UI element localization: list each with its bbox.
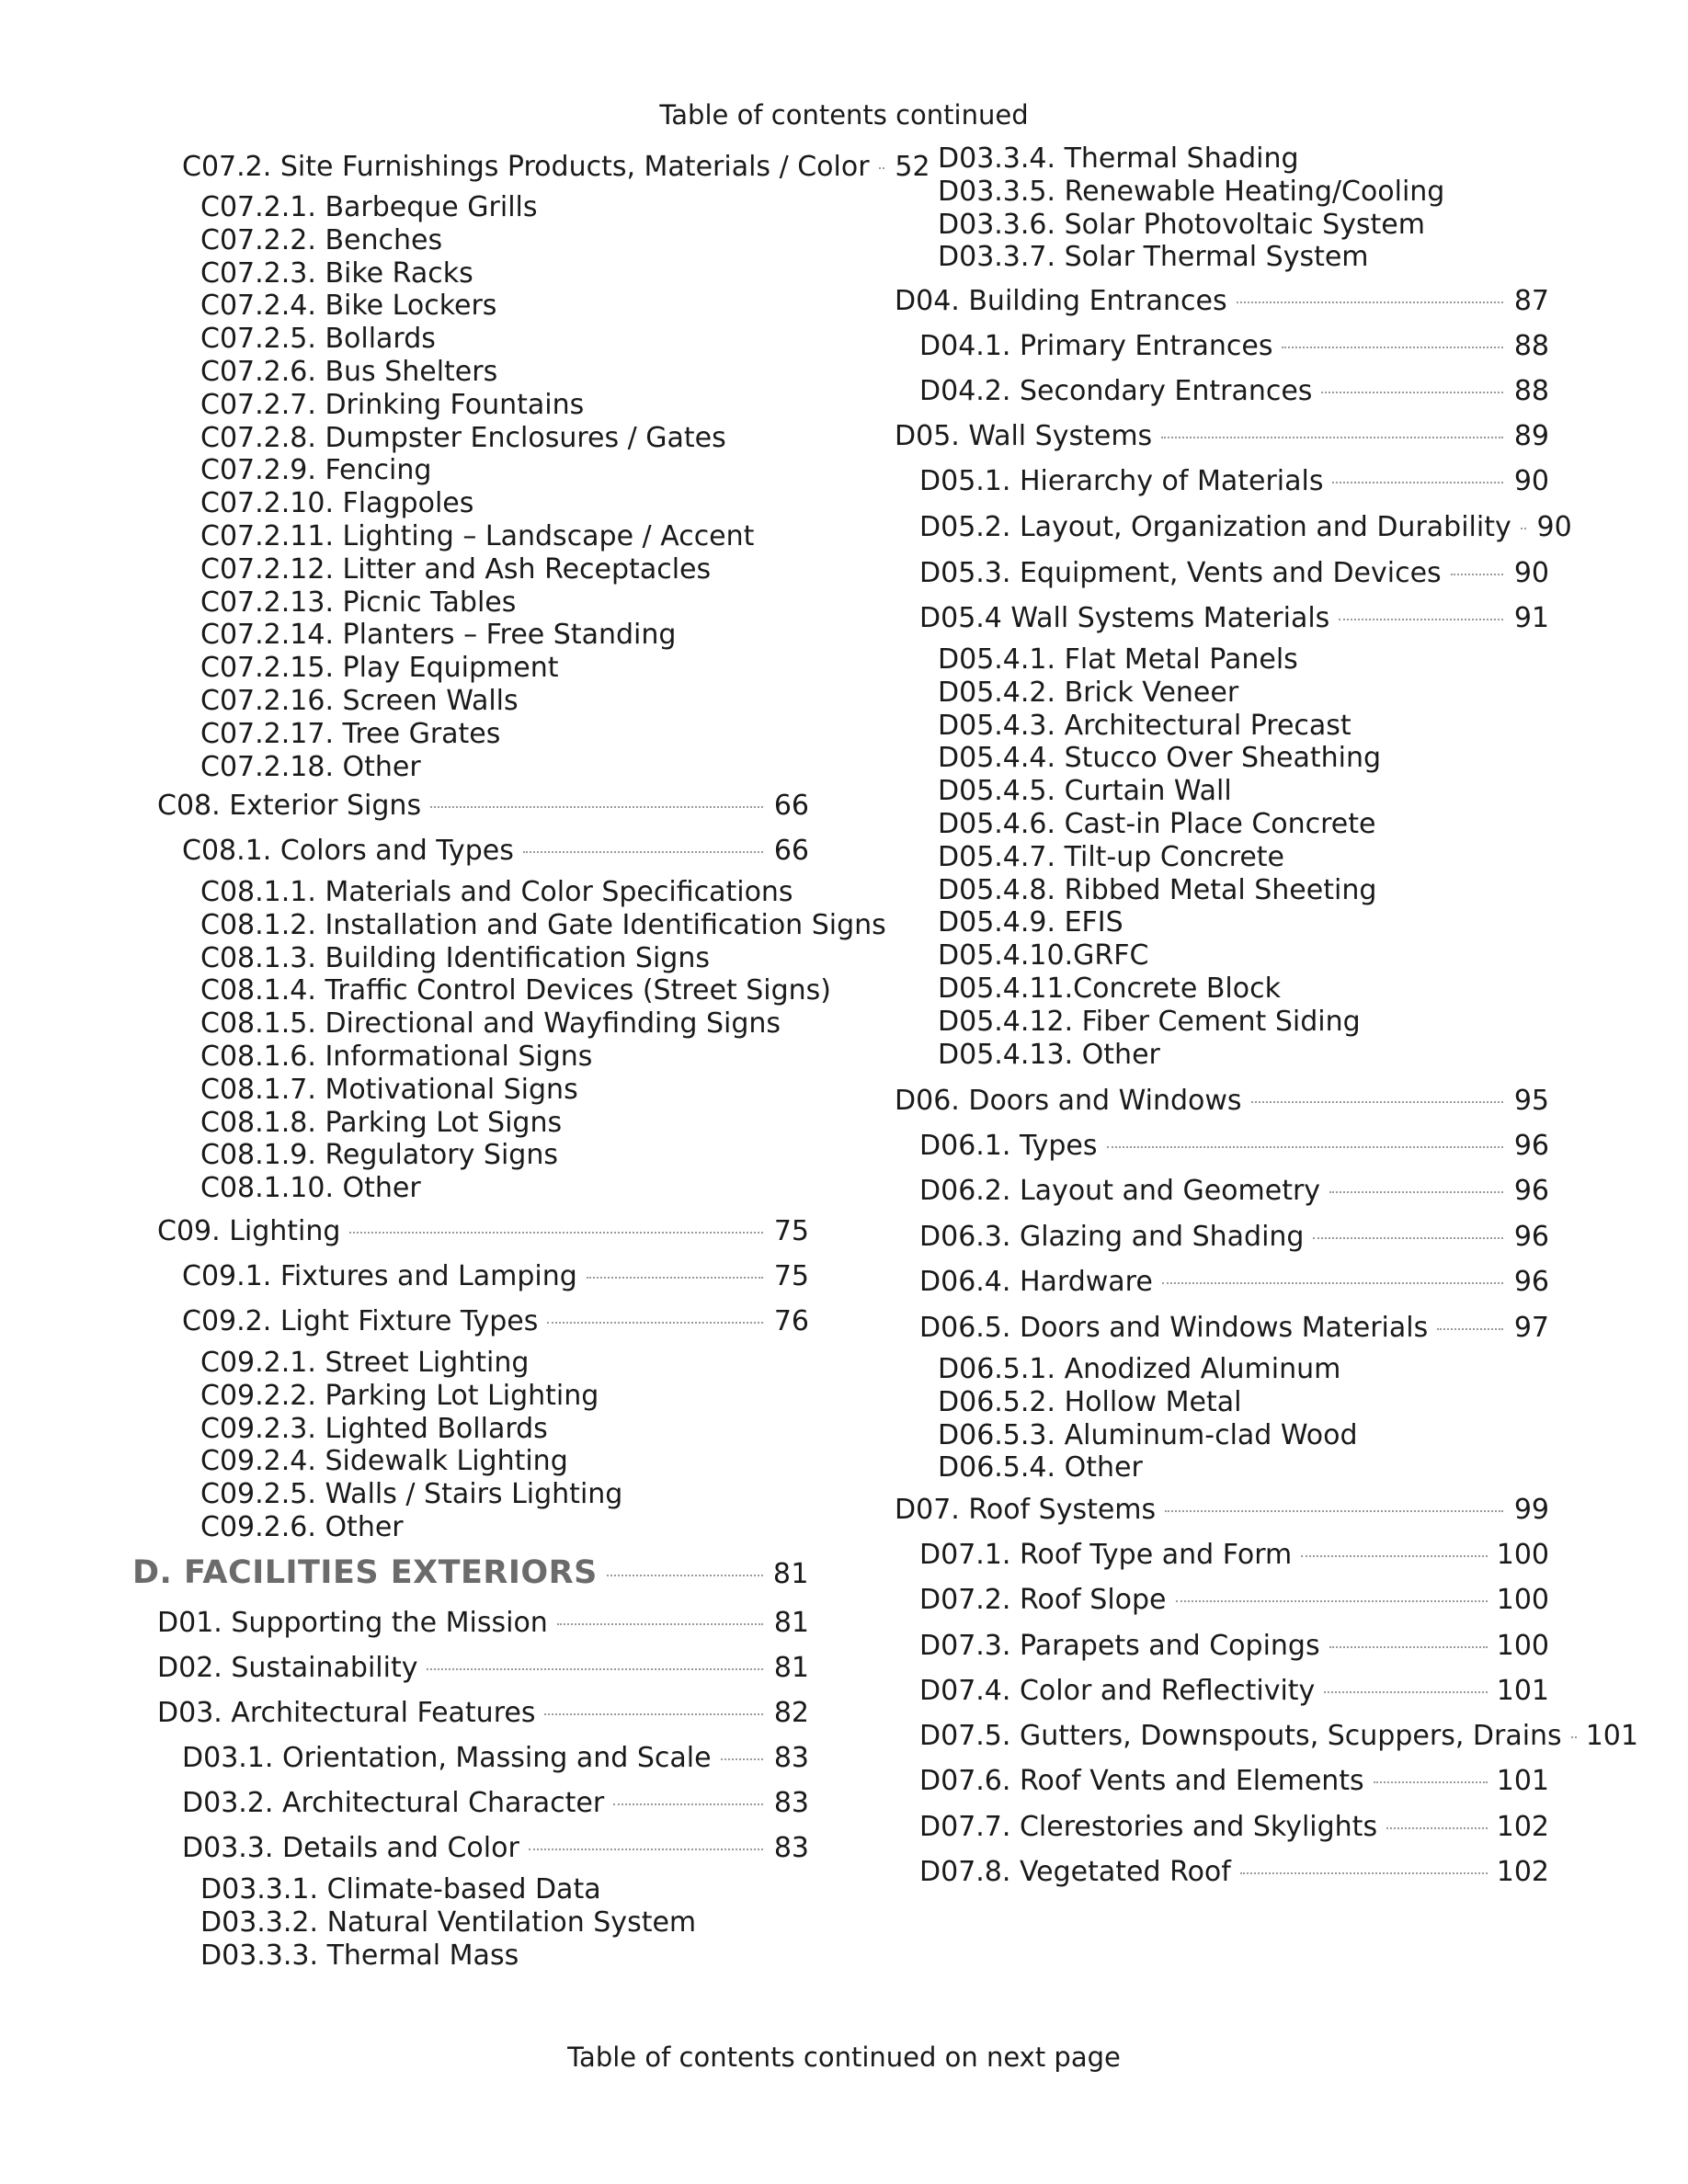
dot-leader (1176, 1600, 1488, 1602)
toc-entry-page: 97 (1513, 1312, 1549, 1344)
toc-subentry-d054-10[interactable]: D05.4.10.GRFC (938, 939, 1149, 973)
toc-subentry-c072-8[interactable]: C07.2.8. Dumpster Enclosures / Gates (200, 421, 726, 454)
toc-subentry-d054-3[interactable]: D05.4.3. Architectural Precast (938, 709, 1352, 742)
toc-entry-title: D06. Doors and Windows (895, 1085, 1242, 1117)
toc-entry-page: 75 (773, 1260, 809, 1292)
toc-entry-d052[interactable] (919, 509, 1572, 546)
toc-entry-d075[interactable] (919, 1718, 1638, 1755)
toc-entry-c08[interactable] (157, 788, 809, 825)
toc-entry-page: 82 (773, 1697, 809, 1729)
dot-leader (879, 167, 884, 169)
toc-entry-title: D04. Building Entrances (895, 285, 1227, 317)
toc-entry-d063[interactable] (919, 1219, 1549, 1256)
dot-leader (1251, 1101, 1503, 1103)
dot-leader (1329, 1646, 1488, 1648)
dot-leader (721, 1758, 763, 1760)
toc-entry-page: 96 (1513, 1130, 1549, 1162)
toc-entry-c09[interactable] (157, 1213, 809, 1250)
dot-leader (1301, 1555, 1487, 1557)
toc-entry-page: 89 (1513, 420, 1549, 452)
toc-entry-title: D07.1. Roof Type and Form (919, 1539, 1293, 1571)
toc-subentry-d033-cont-3[interactable]: D03.3.6. Solar Photovoltaic System (938, 208, 1425, 241)
toc-entry-title: D03.3. Details and Color (182, 1832, 519, 1864)
toc-subentry-c081-10[interactable]: C08.1.10. Other (200, 1172, 421, 1205)
dot-leader (1451, 574, 1503, 575)
toc-entry-title: D05.1. Hierarchy of Materials (919, 465, 1324, 497)
toc-entry-c091[interactable] (182, 1258, 809, 1295)
toc-entry-title: D06.1. Types (919, 1130, 1098, 1162)
dot-leader (1161, 437, 1503, 438)
dot-leader (1374, 1781, 1488, 1783)
toc-entry-title: D03. Architectural Features (157, 1697, 536, 1729)
toc-entry-page: 75 (773, 1215, 809, 1247)
toc-entry-d04[interactable] (895, 283, 1549, 320)
dot-leader (1240, 1872, 1488, 1874)
toc-entry-title: D01. Supporting the Mission (157, 1607, 548, 1639)
toc-subentry-c072-16[interactable]: C07.2.16. Screen Walls (200, 685, 519, 717)
toc-entry-d[interactable] (132, 1554, 809, 1593)
toc-entry-title: D06.4. Hardware (919, 1266, 1153, 1298)
toc-entry-page: 101 (1496, 1765, 1549, 1797)
toc-entry-d071[interactable] (919, 1537, 1549, 1574)
toc-subentry-c092-1[interactable]: C09.2.1. Street Lighting (200, 1347, 530, 1379)
toc-entry-d06[interactable] (895, 1083, 1549, 1120)
toc-subentry-d054-6[interactable]: D05.4.6. Cast-in Place Concrete (938, 808, 1376, 840)
dot-leader (1165, 1510, 1503, 1512)
dot-leader (430, 806, 763, 808)
dot-leader (1107, 1146, 1503, 1148)
toc-entry-c081[interactable] (182, 833, 809, 870)
toc-entry-d064[interactable] (919, 1264, 1549, 1301)
toc-entry-page: 99 (1513, 1494, 1549, 1526)
dot-leader (607, 1575, 763, 1576)
toc-entry-title: D07.4. Color and Reflectivity (919, 1675, 1316, 1707)
toc-entry-title: D. FACILITIES EXTERIORS (132, 1554, 598, 1591)
toc-subentry-d054-1[interactable]: D05.4.1. Flat Metal Panels (938, 643, 1298, 676)
toc-subentry-c072-1[interactable]: C07.2.1. Barbeque Grills (200, 191, 538, 223)
toc-entry-d078[interactable] (919, 1854, 1549, 1891)
dot-leader (1282, 347, 1503, 348)
toc-entry-d062[interactable] (919, 1173, 1549, 1210)
toc-entry-page: 76 (773, 1305, 809, 1337)
toc-subentry-d065-2[interactable]: D06.5.2. Hollow Metal (938, 1385, 1242, 1418)
toc-subentry-d054-4[interactable]: D05.4.4. Stucco Over Sheathing (938, 742, 1382, 775)
toc-subentry-c072-4[interactable]: C07.2.4. Bike Lockers (200, 290, 497, 323)
toc-subentry-c081-8[interactable]: C08.1.8. Parking Lot Signs (200, 1106, 563, 1139)
toc-entry-page: 95 (1513, 1085, 1549, 1117)
toc-entry-page: 101 (1585, 1720, 1638, 1752)
toc-subentry-c072-12[interactable]: C07.2.12. Litter and Ash Receptacles (200, 552, 712, 586)
dot-leader (547, 1322, 763, 1324)
toc-entry-d073[interactable] (919, 1628, 1549, 1665)
dot-leader (1324, 1691, 1487, 1693)
toc-entry-title: D04.1. Primary Entrances (919, 330, 1273, 362)
toc-entry-title: D06.3. Glazing and Shading (919, 1221, 1305, 1253)
toc-subentry-d065-1[interactable]: D06.5.1. Anodized Aluminum (938, 1353, 1341, 1385)
toc-entry-title: D07.6. Roof Vents and Elements (919, 1765, 1364, 1797)
toc-entry-title: D05.4 Wall Systems Materials (919, 602, 1330, 634)
toc-entry-page: 88 (1513, 330, 1549, 362)
toc-entry-page: 90 (1513, 465, 1549, 497)
toc-entry-d05[interactable] (895, 418, 1549, 455)
toc-entry-d042[interactable] (919, 373, 1549, 410)
dot-leader (1313, 1237, 1503, 1239)
toc-entry-page: 81 (772, 1558, 809, 1590)
toc-entry-page: 81 (773, 1607, 809, 1639)
page-footer: Table of contents continued on next page (567, 2042, 1121, 2073)
toc-subentry-c092-6[interactable]: C09.2.6. Other (200, 1511, 404, 1543)
toc-entry-page: 81 (773, 1652, 809, 1684)
toc-entry-page: 100 (1496, 1584, 1549, 1616)
toc-subentry-c081-5[interactable]: C08.1.5. Directional and Wayfinding Signs (200, 1007, 781, 1041)
toc-entry-title: D05.2. Layout, Organization and Durability (919, 511, 1511, 543)
toc-entry-title: D03.1. Orientation, Massing and Scale (182, 1742, 712, 1774)
toc-entry-d061[interactable] (919, 1128, 1549, 1165)
toc-subentry-c081-4[interactable]: C08.1.4. Traffic Control Devices (Street Signs) (200, 974, 832, 1007)
toc-entry-page: 102 (1496, 1856, 1549, 1888)
toc-entry-c092[interactable] (182, 1303, 809, 1340)
toc-subentry-c081-1[interactable]: C08.1.1. Materials and Color Specifications (200, 876, 793, 908)
toc-subentry-d065-3[interactable]: D06.5.3. Aluminum-clad Wood (938, 1418, 1358, 1451)
toc-entry-title: D06.2. Layout and Geometry (919, 1175, 1321, 1207)
dot-leader (1521, 528, 1526, 529)
toc-entry-d07[interactable] (895, 1492, 1549, 1529)
dot-leader (587, 1277, 763, 1279)
toc-entry-c072[interactable] (182, 149, 930, 186)
toc-entry-page: 90 (1513, 557, 1549, 589)
toc-entry-d02[interactable] (157, 1650, 809, 1687)
toc-entry-page: 90 (1536, 511, 1572, 543)
toc-subentry-d033-cont-2[interactable]: D03.3.5. Renewable Heating/Cooling (938, 175, 1445, 208)
toc-entry-title: D07.3. Parapets and Copings (919, 1630, 1320, 1662)
toc-subentry-c072-6[interactable]: C07.2.6. Bus Shelters (200, 356, 498, 388)
toc-subentry-d054-7[interactable]: D05.4.7. Tilt-up Concrete (938, 840, 1285, 873)
dot-leader (1162, 1282, 1503, 1284)
toc-entry-d072[interactable] (919, 1582, 1549, 1619)
toc-entry-title: D07.7. Clerestories and Skylights (919, 1811, 1378, 1843)
toc-subentry-d033-cont-4[interactable]: D03.3.7. Solar Thermal System (938, 241, 1369, 274)
dot-leader (1437, 1328, 1503, 1330)
toc-subentry-c072-7[interactable]: C07.2.7. Drinking Fountains (200, 388, 585, 421)
toc-subentry-d033-2[interactable]: D03.3.2. Natural Ventilation System (200, 1905, 697, 1939)
toc-subentry-c092-3[interactable]: C09.2.3. Lighted Bollards (200, 1412, 548, 1445)
toc-subentry-c072-11[interactable]: C07.2.11. Lighting – Landscape / Accent (200, 520, 755, 552)
toc-entry-title: C09.1. Fixtures and Lamping (182, 1260, 577, 1292)
toc-subentry-c072-15[interactable]: C07.2.15. Play Equipment (200, 652, 559, 685)
toc-entry-page: 88 (1513, 375, 1549, 407)
toc-entry-page: 83 (773, 1742, 809, 1774)
toc-entry-title: D07.5. Gutters, Downspouts, Scuppers, Drains (919, 1720, 1562, 1752)
page-header: Table of contents continued (659, 99, 1029, 131)
toc-subentry-c072-17[interactable]: C07.2.17. Tree Grates (200, 717, 501, 750)
toc-entry-title: D07.8. Vegetated Roof (919, 1856, 1231, 1888)
toc-entry-page: 101 (1496, 1675, 1549, 1707)
toc-subentry-c072-14[interactable]: C07.2.14. Planters – Free Standing (200, 619, 677, 652)
dot-leader (544, 1713, 763, 1715)
toc-entry-page: 91 (1513, 602, 1549, 634)
toc-entry-title: C07.2. Site Furnishings Products, Materials / Color (182, 151, 870, 183)
toc-subentry-c081-3[interactable]: C08.1.3. Building Identification Signs (200, 941, 710, 974)
toc-subentry-c092-5[interactable]: C09.2.5. Walls / Stairs Lighting (200, 1478, 623, 1511)
toc-entry-d054[interactable] (919, 600, 1549, 637)
toc-entry-page: 100 (1496, 1630, 1549, 1662)
toc-entry-title: D03.2. Architectural Character (182, 1787, 605, 1819)
toc-subentry-d065-4[interactable]: D06.5.4. Other (938, 1451, 1143, 1484)
dot-leader (427, 1668, 763, 1670)
toc-entry-page: 96 (1513, 1266, 1549, 1298)
toc-subentry-c072-10[interactable]: C07.2.10. Flagpoles (200, 487, 474, 520)
toc-subentry-d054-9[interactable]: D05.4.9. EFIS (938, 906, 1123, 939)
toc-entry-title: C09.2. Light Fixture Types (182, 1305, 539, 1337)
toc-subentry-c092-4[interactable]: C09.2.4. Sidewalk Lighting (200, 1445, 568, 1478)
toc-subentry-c072-2[interactable]: C07.2.2. Benches (200, 223, 443, 256)
toc-subentry-d033-cont-1[interactable]: D03.3.4. Thermal Shading (938, 142, 1299, 175)
toc-entry-page: 66 (773, 790, 809, 822)
toc-subentry-d033-1[interactable]: D03.3.1. Climate-based Data (200, 1873, 601, 1905)
toc-subentry-c072-9[interactable]: C07.2.9. Fencing (200, 454, 432, 487)
toc-entry-page: 102 (1496, 1811, 1549, 1843)
toc-subentry-d033-3[interactable]: D03.3.3. Thermal Mass (200, 1939, 519, 1972)
toc-subentry-d054-8[interactable]: D05.4.8. Ribbed Metal Sheeting (938, 873, 1377, 906)
toc-entry-d033[interactable] (182, 1830, 809, 1867)
dot-leader (529, 1848, 763, 1850)
toc-entry-d077[interactable] (919, 1809, 1549, 1846)
toc-entry-page: 83 (773, 1787, 809, 1819)
toc-entry-title: D06.5. Doors and Windows Materials (919, 1312, 1429, 1344)
toc-entry-page: 96 (1513, 1221, 1549, 1253)
dot-leader (349, 1232, 763, 1234)
toc-subentry-d054-5[interactable]: D05.4.5. Curtain Wall (938, 775, 1232, 808)
toc-subentry-c092-2[interactable]: C09.2.2. Parking Lot Lighting (200, 1379, 599, 1412)
toc-subentry-c081-6[interactable]: C08.1.6. Informational Signs (200, 1041, 593, 1073)
toc-entry-title: D07.2. Roof Slope (919, 1584, 1167, 1616)
toc-entry-d03[interactable] (157, 1695, 809, 1732)
toc-entry-d065[interactable] (919, 1310, 1549, 1347)
toc-entry-title: D05. Wall Systems (895, 420, 1153, 452)
toc-entry-title: C09. Lighting (157, 1215, 341, 1247)
toc-entry-d032[interactable] (182, 1785, 809, 1822)
toc-subentry-c081-7[interactable]: C08.1.7. Motivational Signs (200, 1073, 578, 1106)
toc-entry-title: C08.1. Colors and Types (182, 835, 514, 867)
toc-entry-page: 87 (1513, 285, 1549, 317)
toc-entry-d074[interactable] (919, 1673, 1549, 1710)
dot-leader (1321, 392, 1503, 393)
dot-leader (523, 851, 763, 853)
dot-leader (1386, 1827, 1488, 1829)
toc-entry-page: 52 (895, 151, 930, 183)
dot-leader (557, 1623, 763, 1625)
toc-subentry-c072-18[interactable]: C07.2.18. Other (200, 750, 421, 783)
toc-entry-page: 66 (773, 835, 809, 867)
toc-entry-d041[interactable] (919, 328, 1549, 365)
dot-leader (1339, 619, 1503, 620)
toc-entry-title: D02. Sustainability (157, 1652, 418, 1684)
dot-leader (1237, 301, 1503, 303)
toc-entry-d076[interactable] (919, 1763, 1549, 1800)
dot-leader (1571, 1736, 1577, 1738)
toc-subentry-c072-5[interactable]: C07.2.5. Bollards (200, 323, 436, 356)
toc-subentry-d054-13[interactable]: D05.4.13. Other (938, 1038, 1160, 1071)
toc-entry-d053[interactable] (919, 555, 1549, 592)
dot-leader (1329, 1191, 1503, 1193)
toc-subentry-c081-9[interactable]: C08.1.9. Regulatory Signs (200, 1139, 558, 1172)
toc-entry-title: D04.2. Secondary Entrances (919, 375, 1313, 407)
dot-leader (1332, 482, 1503, 483)
toc-entry-page: 83 (773, 1832, 809, 1864)
toc-entry-title: C08. Exterior Signs (157, 790, 422, 822)
toc-subentry-d054-2[interactable]: D05.4.2. Brick Veneer (938, 676, 1239, 709)
toc-entry-title: D07. Roof Systems (895, 1494, 1157, 1526)
toc-entry-d01[interactable] (157, 1605, 809, 1642)
dot-leader (613, 1803, 763, 1805)
toc-subentry-d054-11[interactable]: D05.4.11.Concrete Block (938, 973, 1281, 1005)
toc-subentry-c081-2[interactable]: C08.1.2. Installation and Gate Identification Signs (200, 908, 886, 941)
toc-subentry-c072-13[interactable]: C07.2.13. Picnic Tables (200, 586, 517, 619)
toc-entry-page: 100 (1496, 1539, 1549, 1571)
toc-entry-page: 96 (1513, 1175, 1549, 1207)
toc-entry-d031[interactable] (182, 1740, 809, 1777)
toc-subentry-c072-3[interactable]: C07.2.3. Bike Racks (200, 256, 473, 290)
toc-subentry-d054-12[interactable]: D05.4.12. Fiber Cement Siding (938, 1005, 1361, 1038)
toc-entry-title: D05.3. Equipment, Vents and Devices (919, 557, 1442, 589)
toc-entry-d051[interactable] (919, 463, 1549, 500)
